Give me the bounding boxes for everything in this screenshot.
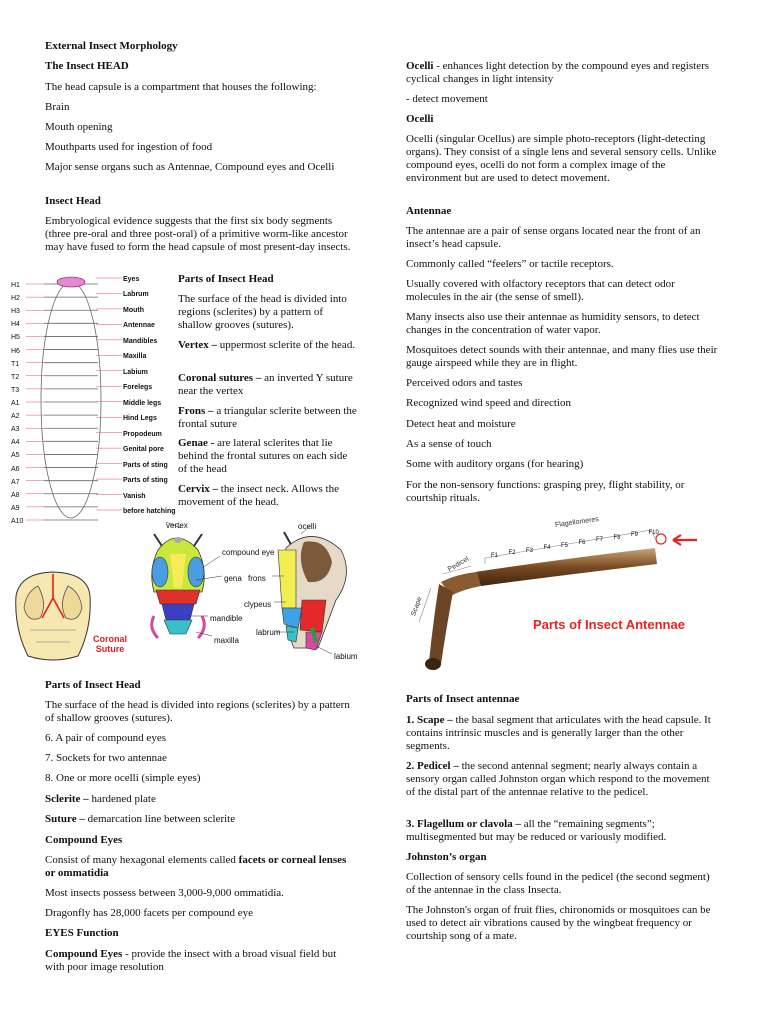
non-sensory-text: For the non-sensory functions: grasping prey, flight stability, or courtship rituals. <box>406 479 685 504</box>
label-vertex: vertex <box>166 521 188 530</box>
organ-label: Mouth <box>123 306 144 314</box>
antennae-paragraph: The antennae are a pair of sense organs located near the front of an insect’s head capsule. <box>406 225 701 250</box>
segment-label: A6 <box>11 465 20 473</box>
ocelli-function: Ocelli - enhances light detection by the compound eyes and registers cyclical changes in light intensity <box>406 60 710 85</box>
sclerite-definition: Sclerite – hardened plate <box>45 793 156 805</box>
flagellomere-label: F6 <box>578 540 586 546</box>
flagellomere-label: F8 <box>613 534 621 541</box>
function-item: Perceived odors and tastes <box>406 377 523 389</box>
segment-label: A10 <box>11 518 24 525</box>
organ-label: Vanish <box>123 492 146 500</box>
label-frons: frons <box>248 574 266 583</box>
list-item: 7. Sockets for two antennae <box>45 752 167 764</box>
label-clypeus: clypeus <box>244 600 272 609</box>
embryo-paragraph: Embryological evidence suggests that the first six body segments (three pre-oral and three post-oral) of a primitive worm-like ancestor may have fused to form the head capsule of most present-day insects. <box>45 215 351 253</box>
feelers-text: Commonly called “feelers” or tactile receptors. <box>406 258 614 270</box>
segment-label: H6 <box>11 347 20 355</box>
organ-label: Parts of sting <box>123 477 168 485</box>
label-gena: gena <box>224 574 242 583</box>
houses-item: Major sense organs such as Antennae, Compound eyes and Ocelli <box>45 161 335 173</box>
humidity-text: Many insects also use their antennae as humidity sensors, to detect changes in the concentration of water vapor. <box>406 311 700 336</box>
cervix-definition: Cervix – the insect neck. Allows the movement of the head. <box>178 483 339 508</box>
segment-label: A7 <box>11 478 20 486</box>
flagellomere-label: F9 <box>631 532 639 539</box>
organ-label: Eyes <box>123 276 140 283</box>
function-item: Some with auditory organs (for hearing) <box>406 458 584 470</box>
frons-definition: Frons – a triangular sclerite between the frontal suture <box>178 405 357 430</box>
segment-label: A8 <box>11 491 20 499</box>
segment-label: T2 <box>11 373 20 381</box>
consist-paragraph: Consist of many hexagonal elements called facets or corneal lenses or ommatidia <box>45 854 347 879</box>
houses-item: Mouth opening <box>45 121 113 133</box>
coronal-suture-label: Coronal Suture <box>92 634 127 654</box>
parts-antennae-heading: Parts of Insect antennae <box>406 693 520 705</box>
segment-label: A3 <box>11 426 20 434</box>
flagellomere-label: F7 <box>596 537 604 544</box>
surface-text: The surface of the head is divided into regions (sclerites) by a pattern of shallow grooves (sutures). <box>45 699 350 724</box>
label-labrum: labrum <box>256 628 281 637</box>
antenna-figure <box>405 512 723 677</box>
organ-label: Labium <box>123 368 148 376</box>
johnston-paragraph-2: The Johnston's organ of fruit flies, chironomids or mosquitoes can be used to detect air vibrations caused by the wingbeat frequency or courtship song of a mate. <box>406 904 711 942</box>
mosquitoes-text: Mosquitoes detect sounds with their antennae, and many flies use their gauge airspeed while they are in flight. <box>406 344 718 369</box>
segment-label: H2 <box>11 295 20 303</box>
label-pedicel: Pedicel <box>446 555 471 574</box>
detect-movement: - detect movement <box>406 93 488 105</box>
flagellum-definition: 3. Flagellum or clavola – all the “remaining segments”; multisegmented but may be reduced or variously modified. <box>406 818 667 843</box>
antenna-title: Parts of Insect Antennae <box>533 617 685 632</box>
segment-label: T3 <box>11 386 20 394</box>
organ-label: Hind Legs <box>123 415 157 423</box>
function-item: Detect heat and moisture <box>406 418 516 430</box>
most-insects-text: Most insects possess between 3,000-9,000 ommatidia. <box>45 887 284 899</box>
ocelli-paragraph: Ocelli (singular Ocellus) are simple photo-receptors (light-detecting organs). They consist of a single lens and several sensory cells. Unlike compound eyes, ocelli do not form a complex image of the environment but are used to detect movement. <box>406 133 717 184</box>
organ-label: Propodeum <box>123 430 162 438</box>
organ-label: Maxilla <box>123 353 147 361</box>
flagellomere-label: F10 <box>648 529 659 536</box>
segment-label: H5 <box>11 334 20 342</box>
parts-heading-small: Parts of Insect Head <box>178 273 274 285</box>
ocelli-heading: Ocelli <box>406 113 434 125</box>
flagellomere-label: F3 <box>526 547 534 554</box>
label-scape: Scape <box>410 595 424 618</box>
segment-label: A2 <box>11 413 20 421</box>
genae-definition: Genae - are lateral sclerites that lie behind the frontal sutures on each side of the head <box>178 437 348 475</box>
antennae-heading: Antennae <box>406 205 452 217</box>
flagellomere-label: F4 <box>543 545 551 552</box>
organ-label: Parts of sting <box>123 461 168 469</box>
head-regions-figure <box>136 520 361 665</box>
flagellomere-label: F5 <box>561 542 569 549</box>
suture-definition: Suture – demarcation line between sclerite <box>45 813 236 825</box>
segment-label: A4 <box>11 439 20 447</box>
organ-label: Antennae <box>123 322 155 330</box>
function-item: Recognized wind speed and direction <box>406 397 571 409</box>
organ-label: Middle legs <box>123 399 162 407</box>
segment-label: A1 <box>11 400 20 407</box>
vertex-definition: Vertex – uppermost sclerite of the head. <box>178 339 356 351</box>
organ-label: Genital pore <box>123 446 164 454</box>
organ-label: before hatching <box>123 508 176 515</box>
segment-label: H4 <box>11 321 20 329</box>
flagellomere-label: F1 <box>491 553 499 559</box>
document-title: External Insect Morphology <box>45 40 178 52</box>
label-flagellomeres: Flagellomeres <box>554 515 600 530</box>
insect-head-heading: The Insect HEAD <box>45 60 129 72</box>
label-mandible: mandible <box>210 614 243 623</box>
list-item: 6. A pair of compound eyes <box>45 732 166 744</box>
pedicel-definition: 2. Pedicel – the second antennal segment; nearly always contain a sensory organ called Johnston organ which respond to the movement of the distal part of the antennae relative to the pedicel. <box>406 760 710 798</box>
flagellomere-label: F2 <box>508 550 516 557</box>
compound-eyes-heading: Compound Eyes <box>45 834 123 846</box>
label-ocelli: ocelli <box>298 522 317 531</box>
parts-heading: Parts of Insect Head <box>45 679 141 691</box>
johnston-paragraph: Collection of sensory cells found in the pedicel (the second segment) of the antennae in the class Insecta. <box>406 871 710 896</box>
label-maxilla: maxilla <box>214 636 239 645</box>
segment-label: T1 <box>11 360 20 368</box>
function-item: As a sense of touch <box>406 438 492 450</box>
segment-label: H1 <box>11 282 20 289</box>
organ-label: Forelegs <box>123 384 153 392</box>
segment-diagram <box>8 270 178 528</box>
segment-label: A9 <box>11 504 20 512</box>
johnston-heading: Johnston’s organ <box>406 851 487 863</box>
houses-item: Mouthparts used for ingestion of food <box>45 141 213 153</box>
label-labium: labium <box>334 652 358 661</box>
organ-label: Labrum <box>123 291 149 299</box>
coronal-suture-figure <box>8 568 133 668</box>
label-compound-eye: compound eye <box>222 548 275 557</box>
organ-label: Mandibles <box>123 337 158 345</box>
houses-item: Brain <box>45 101 70 113</box>
coronal-definition: Coronal sutures – an inverted Y suture near the vertex <box>178 372 353 397</box>
list-item: 8. One or more ocelli (simple eyes) <box>45 772 201 784</box>
scape-definition: 1. Scape – the basal segment that articulates with the head capsule. It contains intrinsic muscles and is generally larger than the other segments. <box>406 714 711 752</box>
compound-eyes-function: Compound Eyes - provide the insect with a broad visual field but with poor image resolution <box>45 948 337 973</box>
head-capsule-intro: The head capsule is a compartment that houses the following: <box>45 81 317 93</box>
insect-head-subheading: Insect Head <box>45 195 101 207</box>
surface-text-small: The surface of the head is divided into regions (sclerites) by a pattern of shallow grooves (sutures). <box>178 293 347 331</box>
dragonfly-text: Dragonfly has 28,000 facets per compound eye <box>45 907 254 919</box>
olfactory-text: Usually covered with olfactory receptors that can detect odor molecules in the air (the sense of smell). <box>406 278 675 303</box>
segment-label: H3 <box>11 308 20 316</box>
segment-label: A5 <box>11 452 20 460</box>
eyes-function-heading: EYES Function <box>45 927 119 939</box>
